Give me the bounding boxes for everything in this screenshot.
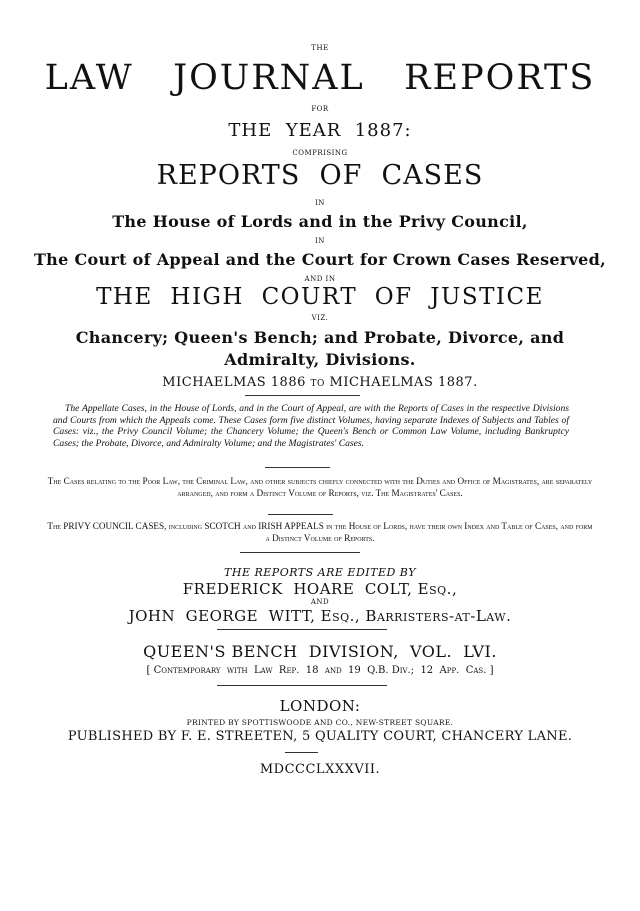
printer-line: PRINTED BY SPOTTISWOODE AND CO., NEW-STREET SQUARE. xyxy=(186,718,454,727)
the-label: THE xyxy=(311,44,329,52)
year-roman: MDCCCLXXXVII. xyxy=(259,762,381,777)
in-label: IN xyxy=(315,237,325,245)
divisions-line-2: Admiralty, Divisions. xyxy=(224,350,416,369)
courts-line-2: The Court of Appeal and the Court for Crown Cases Reserved, xyxy=(33,250,607,269)
privy-council-note: The PRIVY COUNCIL CASES, including SCOTCH and IRISH APPEALS in the House of Lords, have their own Index and Table of Cases, and form a Distinct Volume of Reports. xyxy=(47,521,593,543)
divider xyxy=(240,552,360,553)
for-label: FOR xyxy=(311,105,329,113)
and-in-label: AND IN xyxy=(304,275,336,283)
london-label: LONDON: xyxy=(279,697,361,715)
in-label: IN xyxy=(315,199,325,207)
and-label: AND xyxy=(310,598,330,606)
divider xyxy=(245,395,360,396)
editor-1: FREDERICK HOARE COLT, Esq., xyxy=(182,580,458,598)
divider xyxy=(268,514,333,515)
volume-heading: QUEEN'S BENCH DIVISION, VOL. LVI. xyxy=(143,642,497,661)
comprising-label: COMPRISING xyxy=(292,149,348,157)
contemporary-note: [ Contemporary with Law Rep. 18 and 19 Q.B. Div.; 12 App. Cas. ] xyxy=(146,665,494,676)
divider xyxy=(265,467,330,468)
main-title: LAW JOURNAL REPORTS xyxy=(44,58,596,98)
divider xyxy=(217,629,387,630)
divisions-line-1: Chancery; Queen's Bench; and Probate, Divorce, and xyxy=(75,328,565,347)
magistrates-note: The Cases relating to the Poor Law, the Criminal Law, and other subjects chiefly connected with the Duties and Office of Magistrates, are separately arranged, and form a Distinct Volume of Reports, viz. The Magistrates' Cases. xyxy=(47,476,593,498)
publisher-line: PUBLISHED BY F. E. STREETEN, 5 QUALITY COURT, CHANCERY LANE. xyxy=(67,729,573,744)
divider xyxy=(285,752,318,753)
term-range: MICHAELMAS 1886 to MICHAELMAS 1887. xyxy=(162,375,478,390)
appellate-note: The Appellate Cases, in the House of Lords, and in the Court of Appeal, are with the Reports of Cases in the respective Divisions and Courts from which the Appeals come. These Cases form five distinct Volumes, having separate Indexes of Subjects and Tables of Cases: viz., the Privy Council Volume; the Chancery Volume; the Queen's Bench or Common Law Volume, including Bankruptcy Cases; the Probate, Divorce, and Admiralty Volume; and the Magistrates' Cases. xyxy=(53,403,569,449)
year-line: THE YEAR 1887: xyxy=(228,120,412,141)
editor-2: JOHN GEORGE WITT, Esq., Barristers-at-Law. xyxy=(128,607,512,625)
edited-by-label: THE REPORTS ARE EDITED BY xyxy=(224,566,416,579)
courts-line-1: The House of Lords and in the Privy Council, xyxy=(112,212,528,231)
high-court-heading: THE HIGH COURT OF JUSTICE xyxy=(96,284,544,310)
viz-label: VIZ. xyxy=(311,314,329,322)
divider xyxy=(217,685,387,686)
reports-of-cases-heading: REPORTS OF CASES xyxy=(156,160,484,191)
